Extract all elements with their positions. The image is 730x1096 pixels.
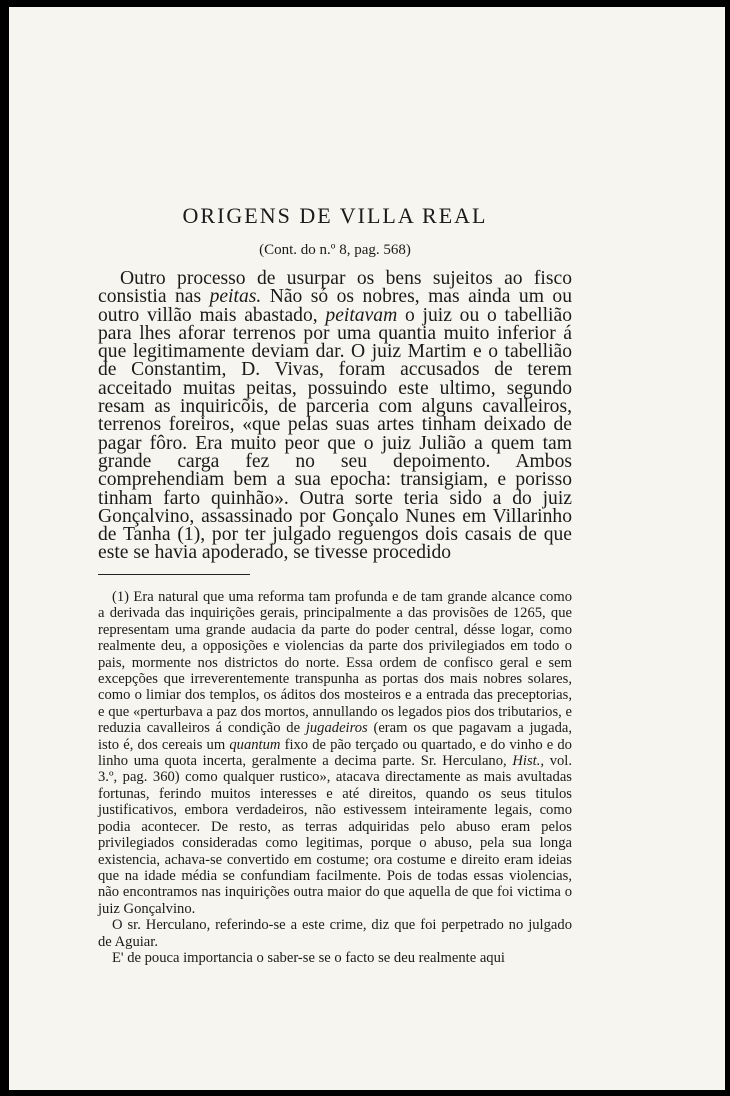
body-text-2: Não só os nobres, mas ainda um ou outro villão mais abastado, bbox=[98, 286, 573, 326]
article-subtitle: (Cont. do n.º 8, pag. 568) bbox=[259, 242, 411, 258]
footnote-italic-hist: Hist., bbox=[512, 753, 544, 770]
footnote-1-text-c: fixo de pão terçado ou quartado, e do vinho e do linho uma quota incerta, geralmente a decima parte. Sr. Herculano, bbox=[98, 736, 572, 770]
scan-border-right bbox=[725, 0, 730, 1096]
body-paragraph bbox=[98, 270, 572, 563]
scan-border-left bbox=[0, 0, 9, 1096]
article-title: ORIGENS DE VILLA REAL bbox=[182, 203, 488, 228]
body-text-3: o juiz ou o tabellião para lhes aforar terrenos por uma quantia muito inferior á que legitimamente deviam dar. O juiz Martim e o tabellião de Constantim, D. Vivas, foram accusados de terem acceitado muitas peitas, possuindo este ultimo, segundo resam as inquiricõis, de parceria com alguns cavalleiros, terrenos foreiros, «que pelas suas artes tinham deixado de pagar fôro. Era muito peor que o juiz Julião a quem tam grande carga fez no seu depoimento. Ambos comprehendiam bem a sua epocha: transigiam, e porisso tinham farto quinhão». Outra sorte teria sido a do juiz Gonçalvino, assassinado por Gonçalo Nunes em Villarinho de Tanha (1), por ter julgado reguengos dois casais de que este se havia apoderado, se tivesse procedido bbox=[98, 304, 572, 564]
scan-border-top bbox=[0, 0, 730, 7]
footnote-1-text-d: vol. 3.º, pag. 360) como qualquer rustico», atacava directamente as mais avultadas fortunas, ferindo muitos interesses e até direitos, quando os seus titulos justificativos, embora verdadeiros, não estivessem inteiramente legais, como podia acontecer. De resto, as terras adquiridas pelo abuso eram pelos privilegiados consideradas como legitimas, porque o abuso, pela sua longa existencia, achava-se convertido em costume; ora costume e direito eram ideias que na idade média se confundiam facilmente. Pois de todas essas violencias, não encontramos nas inquirições outra maior do que aquella de que foi victima o juiz Gonçalvino. bbox=[98, 753, 572, 917]
body-italic-peitavam: peitavam bbox=[325, 304, 398, 326]
footnote-2: O sr. Herculano, referindo-se a este crime, diz que foi perpetrado no julgado de Aguiar. bbox=[98, 917, 572, 950]
scan-border-bottom bbox=[0, 1090, 730, 1096]
footnotes bbox=[98, 589, 572, 966]
footnote-1-text-b: (eram os que pagavam a jugada, isto é, dos cereais um bbox=[98, 720, 572, 753]
footnote-italic-jugadeiros: jugadeiros bbox=[305, 720, 368, 737]
footnote-italic-quantum: quantum bbox=[229, 736, 281, 753]
footnote-divider bbox=[98, 574, 250, 575]
body-italic-peitas: peitas. bbox=[209, 286, 262, 308]
footnote-1-text-a: (1) Era natural que uma reforma tam profunda e de tam grande alcance como a derivada das inquirições gerais, principalmente a das provisões de 1265, que representam uma grande audacia da parte do poder central, désse logar, como realmente deu, a opposições e violencias da parte dos privilegiados em todo o pais, mormente nos districtos do norte. Essa ordem de confisco geral e sem excepções que irreverentemente transpunha as portas dos mais nobres solares, como o limiar dos templos, os áditos dos mosteiros e a entrada das preceptorias, e que «perturbava a paz dos mortos, annullando os legados pios dos tributarios, e reduzia cavalleiros á condição de bbox=[98, 589, 572, 737]
footnote-3: E' de pouca importancia o saber-se se o facto se deu realmente aqui bbox=[112, 949, 505, 966]
footnote-1 bbox=[98, 589, 572, 917]
body-text-1: Outro processo de usurpar os bens sujeitos ao fisco consistia nas bbox=[98, 268, 572, 308]
